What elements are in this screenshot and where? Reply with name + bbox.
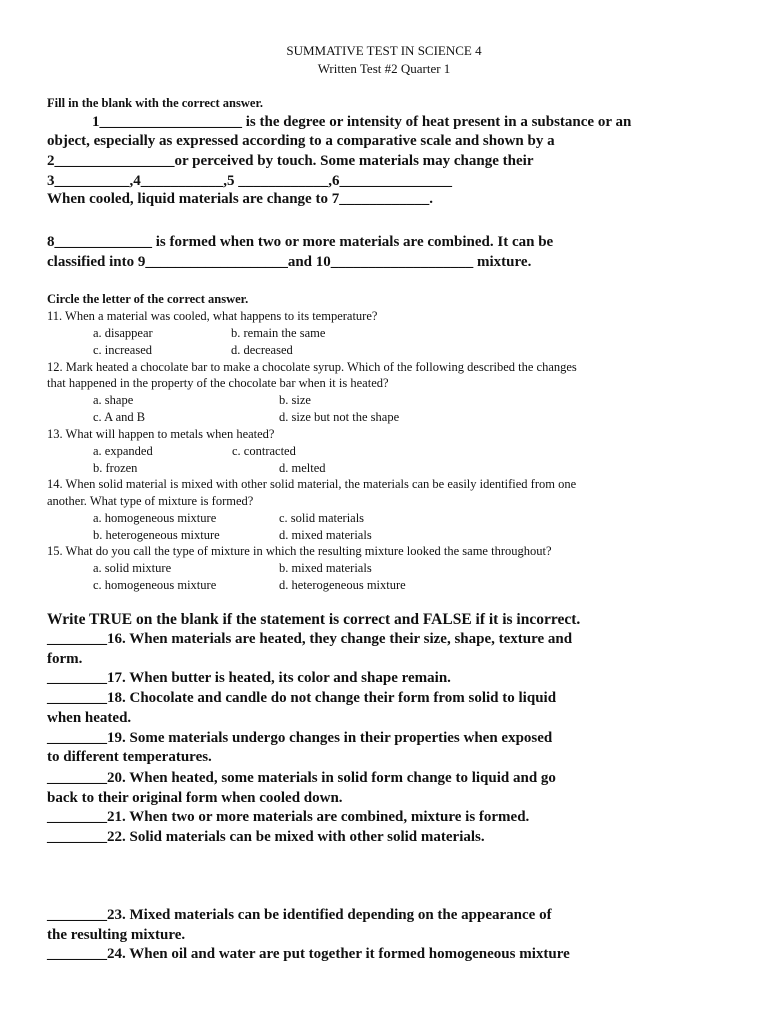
choice-14c: c. solid materials	[279, 511, 365, 525]
test-subtitle: Written Test #2 Quarter 1	[317, 61, 451, 76]
true-false-instruction: Write TRUE on the blank if the statement is correct and FALSE if it is incorrect.	[47, 611, 581, 628]
choice-13b: b. frozen	[93, 461, 138, 475]
tf-line: ________22. Solid materials can be mixed with other solid materials.	[47, 829, 485, 845]
tf-line: back to their original form when cooled down.	[47, 790, 343, 806]
tf-line: when heated.	[47, 710, 132, 726]
fill-in-line: 1___________________ is the degree or intensity of heat present in a substance or an	[92, 114, 632, 130]
choice-14b: b. heterogeneous mixture	[93, 528, 220, 542]
fill-in-instruction: Fill in the blank with the correct answer.	[47, 96, 263, 110]
tf-line: the resulting mixture.	[47, 927, 186, 943]
choice-11b: b. remain the same	[231, 326, 326, 340]
fill-in-line: When cooled, liquid materials are change to 7____________.	[47, 191, 433, 207]
choice-14a: a. homogeneous mixture	[93, 511, 217, 525]
choice-14d: d. mixed materials	[279, 528, 372, 542]
multiple-choice-instruction: Circle the letter of the correct answer.	[47, 292, 249, 306]
tf-line: ________17. When butter is heated, its color and shape remain.	[47, 670, 451, 686]
tf-line: ________19. Some materials undergo changes in their properties when exposed	[47, 730, 553, 746]
tf-line: ________24. When oil and water are put together it formed homogeneous mixture	[47, 946, 570, 962]
choice-15b: b. mixed materials	[279, 561, 372, 575]
fill-in-line: 3__________,4___________,5 ____________,6_______________	[47, 173, 452, 189]
question-15: 15. What do you call the type of mixture in which the resulting mixture looked the same throughout?	[47, 544, 552, 558]
choice-13a: a. expanded	[93, 444, 153, 458]
choice-11a: a. disappear	[93, 326, 153, 340]
question-12: 12. Mark heated a chocolate bar to make a chocolate syrup. Which of the following described the changes	[47, 360, 577, 374]
choice-12a: a. shape	[93, 393, 134, 407]
choice-11c: c. increased	[93, 343, 152, 357]
fill-in-line: 2________________or perceived by touch. Some materials may change their	[47, 153, 534, 169]
tf-line: form.	[47, 651, 83, 667]
question-13: 13. What will happen to metals when heated?	[47, 427, 275, 441]
tf-line: ________23. Mixed materials can be identified depending on the appearance of	[47, 907, 552, 923]
tf-line: ________18. Chocolate and candle do not change their form from solid to liquid	[47, 690, 557, 706]
tf-line: to different temperatures.	[47, 749, 212, 765]
choice-11d: d. decreased	[231, 343, 293, 357]
choice-15a: a. solid mixture	[93, 561, 172, 575]
choice-15d: d. heterogeneous mixture	[279, 578, 406, 592]
choice-12c: c. A and B	[93, 410, 146, 424]
question-11: 11. When a material was cooled, what happens to its temperature?	[47, 309, 378, 323]
choice-13d: d. melted	[279, 461, 326, 475]
choice-13c: c. contracted	[232, 444, 296, 458]
choice-12d: d. size but not the shape	[279, 410, 400, 424]
choice-12b: b. size	[279, 393, 311, 407]
fill-in-line: object, especially as expressed according to a comparative scale and shown by a	[47, 133, 555, 149]
tf-line: ________20. When heated, some materials in solid form change to liquid and go	[47, 770, 556, 786]
test-title: SUMMATIVE TEST IN SCIENCE 4	[286, 43, 482, 58]
fill-in-line: 8_____________ is formed when two or more materials are combined. It can be	[47, 234, 554, 250]
choice-15c: c. homogeneous mixture	[93, 578, 217, 592]
question-14-cont: another. What type of mixture is formed?	[47, 494, 254, 508]
question-14: 14. When solid material is mixed with other solid material, the materials can be easily identified from one	[47, 477, 577, 491]
tf-line: ________21. When two or more materials are combined, mixture is formed.	[47, 809, 530, 825]
tf-line: ________16. When materials are heated, they change their size, shape, texture and	[47, 631, 573, 647]
fill-in-line: classified into 9___________________and 10___________________ mixture.	[47, 254, 532, 270]
question-12-cont: that happened in the property of the chocolate bar when it is heated?	[47, 376, 389, 390]
